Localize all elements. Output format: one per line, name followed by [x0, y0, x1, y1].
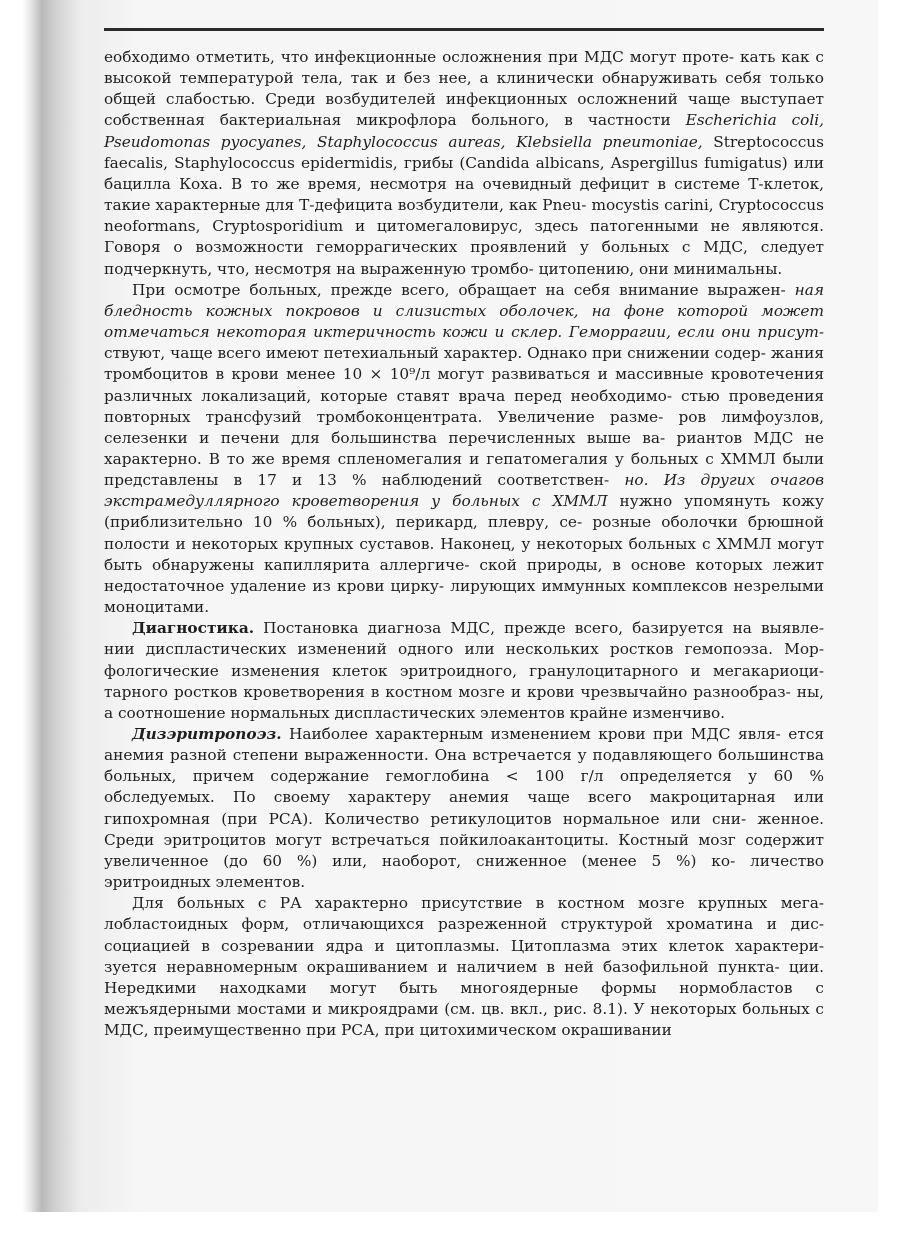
- paragraph-ra: [104, 893, 824, 1041]
- text-line: нии диспластических изменений одного или нескольких ростков гемопоэза. Мор-: [104, 640, 824, 659]
- text-line: Для больных с РА характерно присутствие в костном мозге крупных мега-: [132, 894, 824, 913]
- text-line: зуется неравномерным окрашиванием и наличием в ней базофильной пункта-: [104, 957, 780, 976]
- text-line: или гипохромная (при РСА). Количество ретикулоцитов нормальное или сни-: [104, 788, 824, 828]
- text-line: лобластоидных форм, отличающихся разреженной структурой хроматина и дис-: [104, 915, 824, 934]
- text-line: Наиболее характерным изменением крови при МДС явля-: [281, 725, 781, 743]
- section-heading-dyserythropoiesis: Дизэритропоэз.: [132, 725, 282, 743]
- page-margin-bottom: [0, 1212, 904, 1242]
- text-line: розные оболочки брюшной полости и некоторых крупных суставов. Наконец, у: [104, 513, 824, 553]
- text-line: fumigatus) или бацилла Коха. В то же время, несмотря на очевидный дефицит: [104, 153, 824, 193]
- paragraph-infections: [104, 47, 824, 280]
- page-margin-right: [878, 0, 904, 1242]
- text-line: тарного ростков кроветворения в костном мозге и крови чрезвычайно разнообраз-: [104, 682, 791, 701]
- paragraph-diagnostics: [104, 618, 824, 724]
- section-heading-diagnostics: Диагностика.: [132, 619, 255, 638]
- text-line: жания тромбоцитов в крови менее 10 × 10⁹/л могут развиваться и массивные: [104, 344, 824, 384]
- text-line: фологические изменения клеток эритроидного, гранулоцитарного и мегакариоци-: [104, 661, 824, 680]
- text-line: нужно упомянуть кожу (приблизительно 10 % больных), перикард, плевру, се-: [104, 492, 824, 532]
- text-line: стью проведения повторных трансфузий тромбоконцентрата. Увеличение разме-: [104, 386, 824, 426]
- text-line: ется анемия разной степени выраженности. Она встречается у подавляющего: [104, 725, 824, 765]
- text-line: лирующих иммунных комплексов незрелыми моноцитами.: [104, 576, 824, 617]
- text-line: у больных с ХММЛ были представлены в 17 и 13 % наблюдений соответствен-: [104, 449, 824, 490]
- text-line: отмечаться некоторая иктеричность кожи и склер. Геморрагии, если они присут-: [104, 323, 824, 342]
- text-line: кровотечения различных локализаций, которые ставят врача перед необходимо-: [104, 365, 824, 405]
- text-line: Escherichia coli, Pseudomonas pyocyanes, Staphylococcus aureas, Klebsiella pneumoniae,: [104, 111, 825, 151]
- text-line: кать как с высокой температурой тела, так и без нее, а клинически обнаруживать: [104, 48, 824, 88]
- text-line: у больных с МДС, следует подчеркнуть, что, несмотря на выраженную тромбо-: [104, 238, 824, 278]
- text-line: социацией в созревании ядра и цитоплазмы. Цитоплазма этих клеток характери-: [104, 936, 824, 955]
- paragraph-examination: [104, 280, 824, 619]
- text-line: Streptococcus faecalis, Staphylococcus epidermidis, грибы (Candida albicans, Aspergillus: [104, 132, 824, 172]
- text-line: с межъядерными мостами и микроядрами (см. цв. вкл., рис. 8.1). У некоторых: [104, 978, 824, 1019]
- text-line: ны, а соотношение нормальных диспластических элементов крайне изменчиво.: [104, 682, 824, 722]
- text-line: ствуют, чаще всего имеют петехиальный характер. Однако при снижении содер-: [104, 344, 766, 363]
- text-line: в системе Т-клеток, такие характерные для Т-дефицита возбудители, как Pneu-: [104, 174, 824, 215]
- text-line: мозг содержит увеличенное (до 60 %) или, наоборот, сниженное (менее 5 %) ко-: [104, 830, 824, 870]
- text-line: риантов МДС не характерно. В то же время спленомегалия и гепатомегалия: [104, 428, 824, 468]
- text-line: у 60 % обследуемых. По своему характеру анемия чаще всего макроцитарная: [104, 767, 824, 807]
- text-line: больных с МДС, преимущественно при РСА, при цитохимическом окрашивании: [104, 1000, 824, 1040]
- body-text: [104, 47, 824, 1041]
- paragraph-dyserythropoiesis: [104, 724, 824, 893]
- text-line: большинства больных, причем содержание гемоглобина < 100 г/л определяется: [104, 746, 824, 786]
- text-line: Постановка диагноза МДС, прежде всего, базируется на выявле-: [254, 619, 824, 638]
- text-line: ции. Нередкими находками могут быть многоядерные формы нормобластов: [104, 957, 824, 997]
- text-line: себя только общей слабостью. Среди возбудителей инфекционных осложнений: [104, 69, 824, 109]
- text-line: чаще выступает собственная бактериальная микрофлора больного, в частности: [104, 90, 824, 130]
- text-line: но. Из других очагов экстрамедуллярного кроветворения у больных с ХММЛ: [104, 471, 824, 511]
- text-line: патогенными не являются. Говоря о возможности геморрагических проявлений: [104, 217, 824, 257]
- text-line: женное. Среди эритроцитов могут встречаться пойкилоакантоциты. Костный: [104, 809, 824, 849]
- text-line: При осмотре больных, прежде всего, обращает на себя внимание выражен-: [132, 280, 786, 299]
- text-line: ской природы, в основе которых лежит недостаточное удаление из крови цирку-: [104, 555, 824, 595]
- text-line: еобходимо отметить, что инфекционные осложнения при МДС могут проте-: [104, 48, 735, 66]
- text-line: некоторых больных с ХММЛ могут быть обнаружены капиллярита аллергиче-: [104, 534, 824, 574]
- text-line: mocystis carini, Cryptococcus neoformans, Cryptosporidium и цитомегаловирус, здесь: [104, 196, 824, 236]
- text-line: личество эритроидных элементов.: [104, 851, 824, 892]
- text-line: ров лимфоузлов, селезенки и печени для большинства перечисленных выше ва-: [104, 407, 824, 447]
- text-line: ная бледность кожных покровов и слизистых оболочек, на фоне которой может: [104, 280, 824, 320]
- text-line: цитопению, они минимальны.: [538, 259, 783, 278]
- header-rule: [104, 28, 824, 31]
